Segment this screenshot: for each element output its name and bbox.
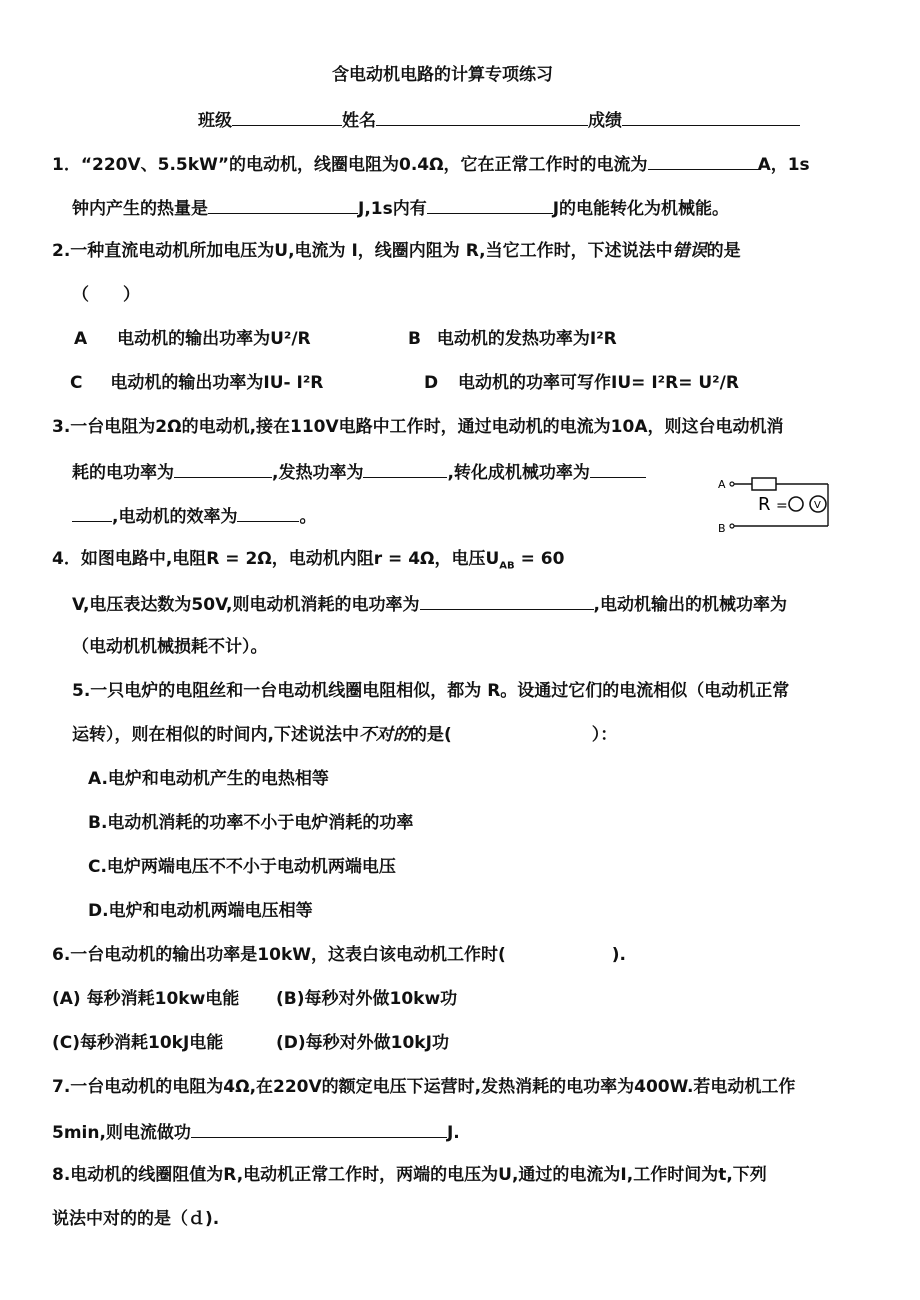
score-label: 成绩: [588, 111, 622, 131]
q5-option-a: A.电炉和电动机产生的电热相等: [88, 769, 329, 789]
q6-stem: 6.一台电动机的输出功率是10kW，这表白该电动机工作时( ).: [52, 945, 627, 965]
q2-stem: 2.一种直流电动机所加电压为U,电流为 I，线圈内阻为 R,当它工作时，下述说法中错误的是: [52, 241, 741, 261]
q6-option-a: (A) 每秒消耗10kw电能: [52, 989, 240, 1009]
q3-mech-blank-a[interactable]: [590, 460, 646, 478]
q3-line-3: ,电动机的效率为 。: [72, 504, 316, 528]
q6-option-c: (C)每秒消耗10kJ电能: [52, 1033, 224, 1053]
resistor-top: [752, 478, 776, 490]
svg-text:=: =: [776, 498, 788, 514]
q5-option-b: B.电动机消耗的功率不小于电炉消耗的功率: [88, 813, 414, 833]
q3-heat-blank[interactable]: [363, 460, 447, 478]
q2-option-a: A 电动机的输出功率为U²/R: [74, 329, 311, 349]
terminal-a: [730, 482, 734, 486]
circuit-diagram: [718, 466, 836, 534]
q2-emphasis: 错误: [672, 241, 707, 261]
q4-line-3: （电动机机械损耗不计）。: [72, 637, 268, 657]
q4-line-1: 4．如图电路中,电阻R = 2Ω，电动机内阻r = 4Ω，电压$U_{AB} = 60$: [52, 549, 565, 572]
resistor-label: R: [758, 494, 771, 515]
q3-mech-blank-b[interactable]: [72, 504, 112, 522]
q2-option-b: B 电动机的发热功率为I²R: [408, 329, 617, 349]
q3-efficiency-blank[interactable]: [237, 504, 299, 522]
q8-line-1: 8.电动机的线圈阻值为R,电动机正常工作时，两端的电压为U,通过的电流为I,工作时间为t,下列: [52, 1165, 767, 1185]
q2-answer-paren[interactable]: （ ）: [72, 285, 140, 305]
q7-line-2: 5min,则电流做功 J.: [52, 1120, 460, 1144]
q5-emphasis: 不对的: [358, 725, 410, 745]
q5-option-c: C.电炉两端电压不不小于电动机两端电压: [88, 857, 396, 877]
q4-line-2: V,电压表达数为50V,则电动机消耗的电功率为 ,电动机输出的机械功率为: [72, 592, 787, 616]
q5-option-d: D.电炉和电动机两端电压相等: [88, 901, 313, 921]
score-blank[interactable]: [622, 108, 800, 126]
terminal-a-label: A: [718, 478, 726, 491]
q4-power-blank[interactable]: [420, 592, 594, 610]
q1-line-1: 1．“220V、5.5kW”的电动机，线圈电阻为0.4Ω，它在正常工作时的电流为 A，1s: [52, 152, 810, 176]
terminal-b-label: B: [718, 522, 726, 534]
q7-line-1: 7.一台电动机的电阻为4Ω,在220V的额定电压下运营时,发热消耗的电功率为400W.若电动机工作: [52, 1077, 796, 1097]
motor-symbol: [789, 497, 803, 511]
q8-line-2: 说法中对的的是（ｄ).: [52, 1209, 220, 1229]
q1-energy-blank[interactable]: [427, 196, 553, 214]
q6-option-d: (D)每秒对外做10kJ功: [276, 1033, 449, 1053]
header-row: [198, 108, 800, 132]
voltmeter-label: V: [814, 500, 821, 511]
q1-current-blank[interactable]: [648, 152, 758, 170]
q6-option-b: (B)每秒对外做10kw功: [276, 989, 458, 1009]
name-blank[interactable]: [376, 108, 588, 126]
name-label: 姓名: [342, 111, 376, 131]
q1-line-2: 钟内产生的热量是 J,1s内有 J的电能转化为机械能。: [72, 196, 729, 220]
q2-option-d: D 电动机的功率可写作IU= I²R= U²/R: [424, 373, 739, 393]
q1-heat-blank[interactable]: [208, 196, 358, 214]
q3-line-2: 耗的电功率为 ,发热功率为 ,转化成机械功率为: [72, 460, 646, 484]
q7-work-blank[interactable]: [191, 1120, 447, 1138]
q3-line-1: 3.一台电阻为2Ω的电动机,接在110V电路中工作时，通过电动机的电流为10A，则这台电动机消: [52, 417, 784, 437]
terminal-b: [730, 524, 734, 528]
q5-line-1: 5.一只电炉的电阻丝和一台电动机线圈电阻相似，都为 R。设通过它们的电流相似（电动机正常: [72, 681, 790, 701]
class-label: 班级: [198, 111, 232, 131]
q3-power-blank[interactable]: [174, 460, 272, 478]
page-title: 含电动机电路的计算专项练习: [332, 65, 553, 85]
q2-option-c: C 电动机的输出功率为IU- I²R: [70, 373, 324, 393]
q5-line-2: 运转），则在相似的时间内,下述说法中不对的的是( ）：: [72, 725, 618, 745]
class-blank[interactable]: [232, 108, 342, 126]
